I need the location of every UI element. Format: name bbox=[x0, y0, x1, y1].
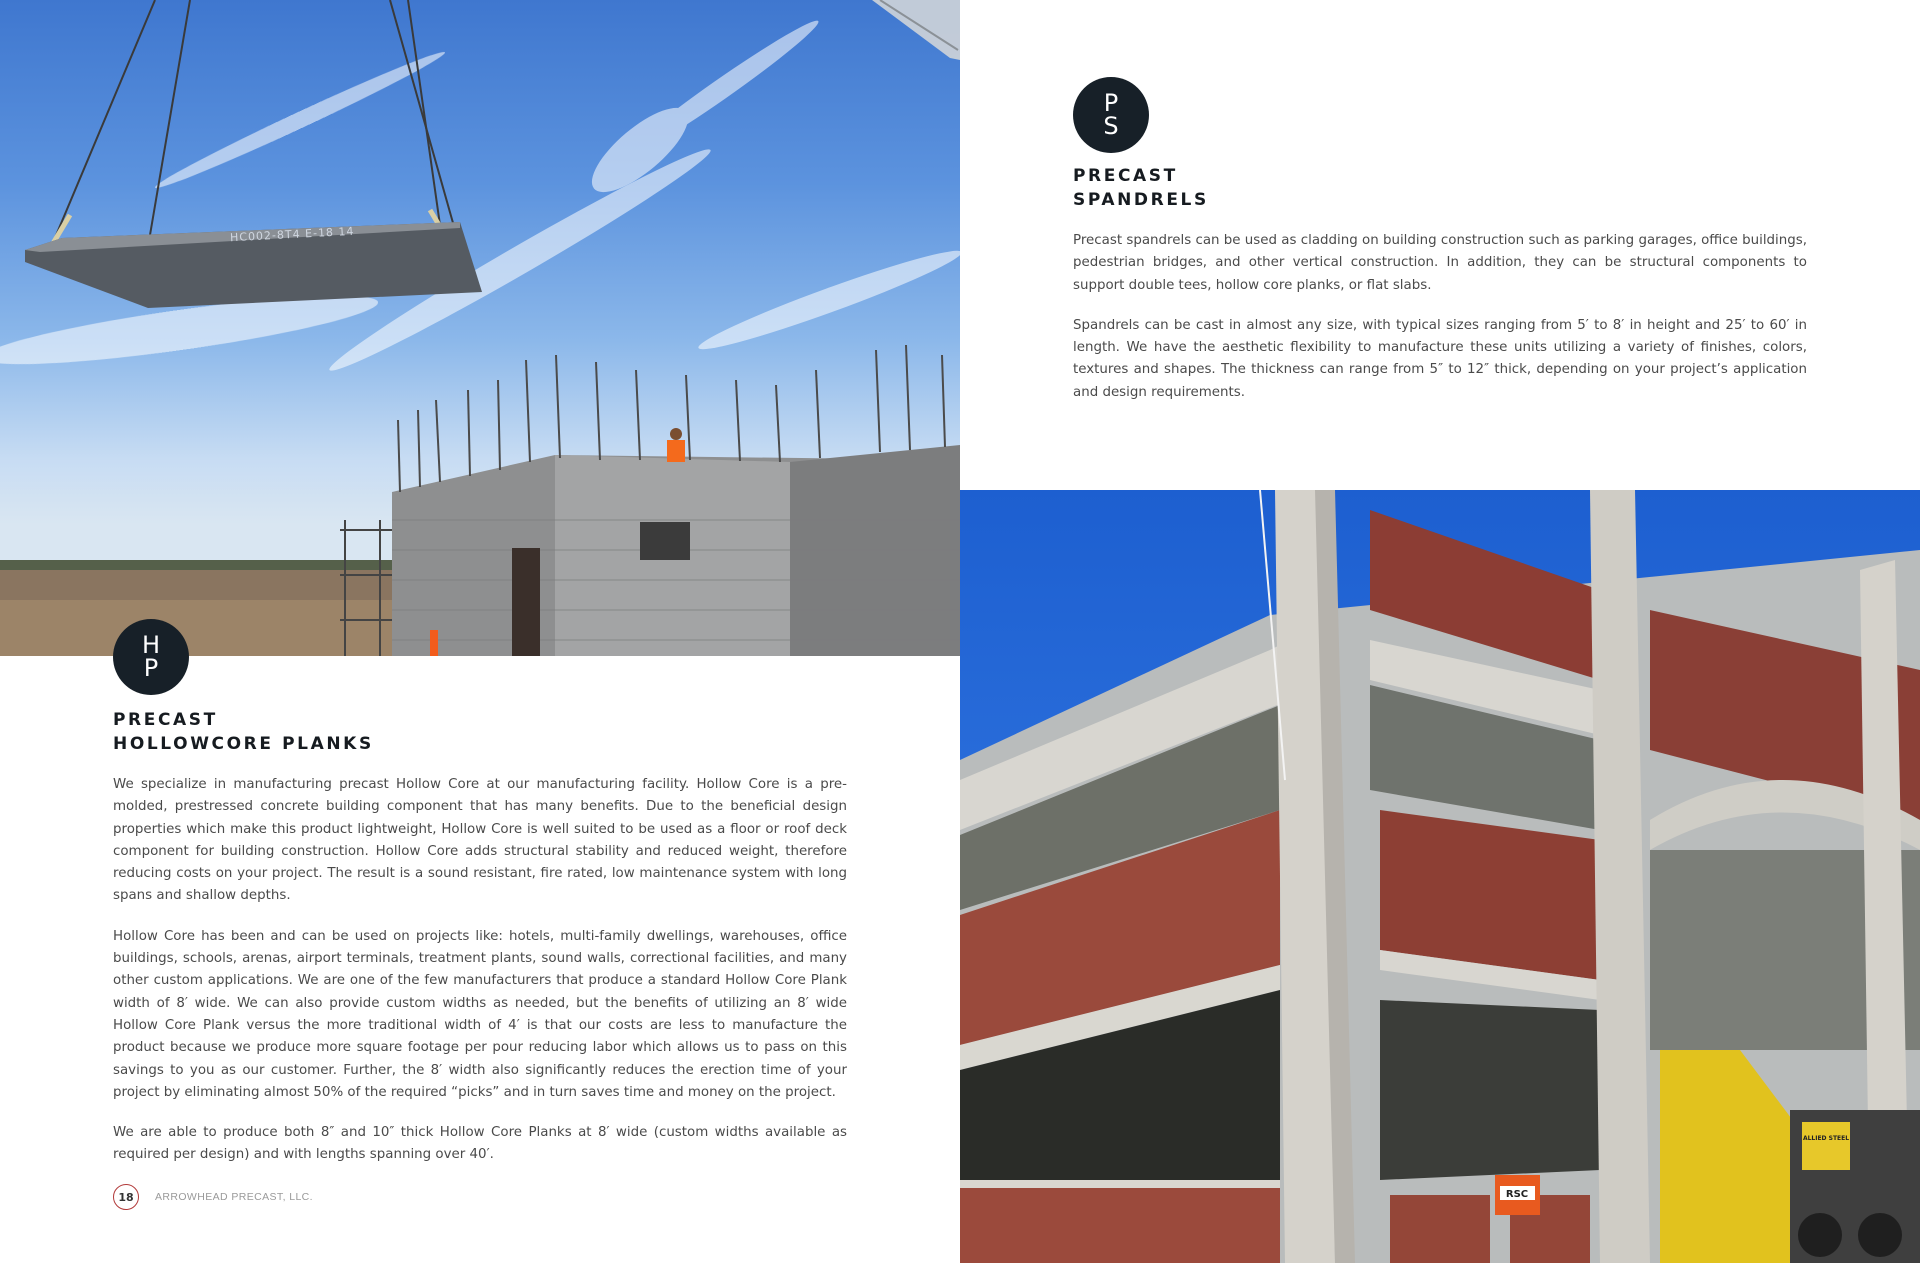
hollowcore-title bbox=[113, 708, 374, 756]
footer-company-name: ARROWHEAD PRECAST, LLC. bbox=[155, 1191, 313, 1203]
page-number: 18 bbox=[113, 1184, 139, 1210]
hollowcore-title-line2: HOLLOWCORE PLANKS bbox=[113, 734, 374, 754]
rsc-sign: RSC bbox=[1505, 1189, 1529, 1200]
spandrels-badge bbox=[1073, 77, 1149, 153]
spandrels-title-line1: PRECAST bbox=[1073, 166, 1178, 186]
hollowcore-paragraph: We specialize in manufacturing precast Hollow Core at our manufacturing facility. Hollow Core is a pre-molded, prestressed concrete building component that has many benefits. Due to the beneficial design properties which make this product lightweight, Hollow Core is well suited to be used as a floor or roof deck component for building construction. Hollow Core adds structural stability and reduced weight, therefore reducing costs on your project. The result is a sound resistant, fire rated, low maintenance system with long spans and shallow depths. bbox=[113, 777, 847, 904]
hollowcore-badge bbox=[113, 619, 189, 695]
hollowcore-lift-photo bbox=[0, 0, 960, 659]
spandrels-paragraph: Spandrels can be cast in almost any size, with typical sizes ranging from 5′ to 8′ in height and 25′ to 60′ in length. We have the aesthetic flexibility to manufacture these units utilizing a variety of finishes, colors, textures and shapes. The thickness can range from 5″ to 12″ thick, depending on your project’s application and design requirements. bbox=[1073, 317, 1807, 400]
spandrels-title bbox=[1073, 164, 1209, 212]
parking-garage-photo bbox=[960, 490, 1920, 1263]
badge-letter-bottom: S bbox=[1103, 112, 1119, 140]
hollowcore-paragraph: We are able to produce both 8″ and 10″ thick Hollow Core Planks at 8′ wide (custom widths available as required per design) and with lengths spanning over 40′. bbox=[113, 1125, 847, 1163]
badge-letter-top: H bbox=[141, 631, 161, 659]
hollowcore-title-line1: PRECAST bbox=[113, 710, 218, 730]
crane-sign: ALLIED STEEL bbox=[1802, 1135, 1850, 1142]
hollowcore-body bbox=[113, 774, 847, 1185]
badge-letter-bottom: P bbox=[143, 654, 159, 682]
plank-marking: HC002-8T4 E-18 14 bbox=[229, 224, 355, 245]
spandrels-body bbox=[1073, 230, 1807, 422]
badge-letter-top: P bbox=[1103, 89, 1119, 117]
spandrels-paragraph: Precast spandrels can be used as cladding on building construction such as parking garages, office buildings, pedestrian bridges, and other vertical construction. In addition, they can be structural components to support double tees, hollow core planks, or flat slabs. bbox=[1073, 233, 1807, 293]
hollowcore-paragraph: Hollow Core has been and can be used on projects like: hotels, multi-family dwellings, warehouses, office buildings, schools, arenas, airport terminals, treatment plants, sound walls, correctional facilities, and many other custom applications. We are one of the few manufacturers that produce a standard Hollow Core Plank width of 8′ wide. We can also provide custom widths as needed, but the benefits of utilizing an 8′ wide Hollow Core Plank versus the more traditional width of 4′ is that our costs are less to manufacture the product because we produce more square footage per pour reducing labor which allows us to pass on this savings to you as our customer. Further, the 8′ width also significantly reduces the erection time of your project by eliminating almost 50% of the required “picks” and in turn saves time and money on the project. bbox=[113, 928, 847, 1100]
spandrels-title-line2: SPANDRELS bbox=[1073, 190, 1209, 210]
